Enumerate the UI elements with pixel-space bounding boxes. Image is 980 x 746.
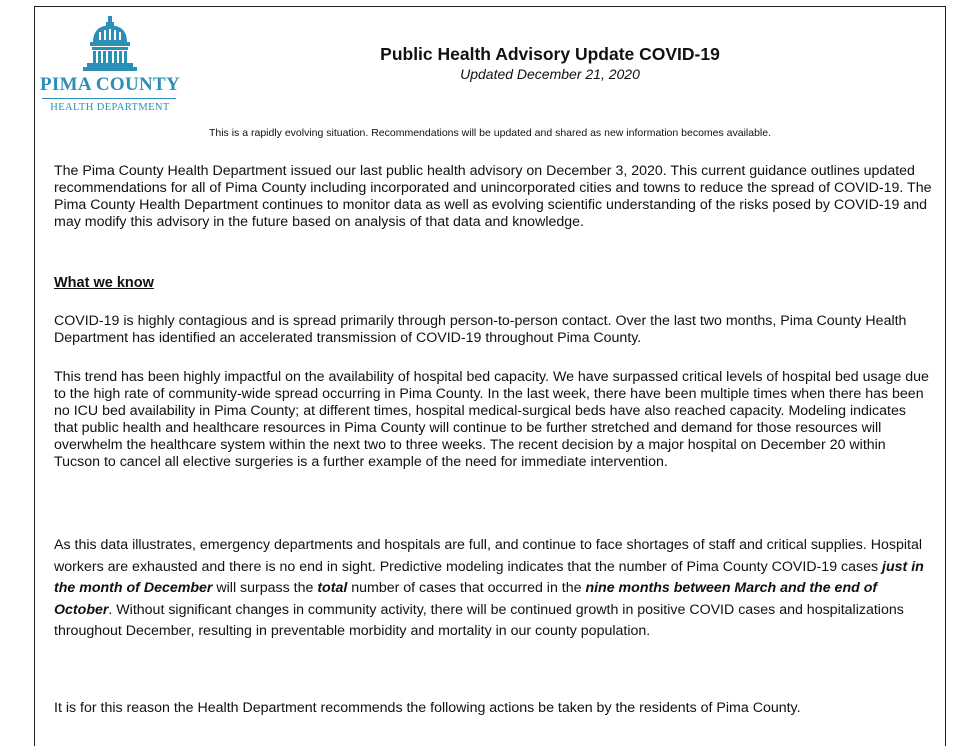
paragraph-predictive-modeling xyxy=(54,535,932,643)
logo-subtitle: HEALTH DEPARTMENT xyxy=(50,102,170,113)
intro-paragraph: The Pima County Health Department issued our last public health advisory on December 3, 2020. This current guidance outlines updated recommendations for all of Pima County including incorporated and unincorporated cities and towns to reduce the spread of COVID-19. The Pima County Health Department continues to monitor data as well as evolving scientific understanding of the risks posed by COVID-19 and may modify this advisory in the future based on analysis of that data and knowledge. xyxy=(54,163,932,230)
text-run: will surpass the xyxy=(212,580,318,596)
updated-date: Updated December 21, 2020 xyxy=(460,66,640,82)
logo-name: PIMA COUNTY xyxy=(40,74,180,95)
paragraph-transmission: COVID-19 is highly contagious and is spread primarily through person-to-person contact. Over the last two months, Pima County Health Department has identified an accelerated transmission of COVID-19 throughout Pima County. xyxy=(54,313,907,346)
paragraph-hospital-capacity: This trend has been highly impactful on the availability of hospital bed capacity. We have surpassed critical levels of hospital bed usage due to the high rate of community-wide spread occurring in Pima County. In the last week, there have been multiple times when there has been no ICU bed availability in Pima County; at different times, hospital medical-surgical beds have also reached capacity. Modeling indicates that public health and healthcare resources in Pima County will continue to be further stretched and demand for those resources will overwhelm the healthcare system within the next two to three weeks. The recent decision by a major hospital on December 20 within Tucson to cancel all elective surgeries is a further example of the need for immediate intervention. xyxy=(54,369,929,470)
text-run: As this data illustrates, emergency departments and hospitals are full, and continue to face shortages of staff and critical supplies. Hospital workers are exhausted and there is no end in sight. Predictive modeling indicates that the number of Pima County COVID-19 cases xyxy=(54,537,923,575)
paragraph-recommendation: It is for this reason the Health Department recommends the following actions be taken by the residents of Pima County. xyxy=(54,700,801,716)
pima-county-logo xyxy=(40,16,180,112)
text-run: number of cases that occurred in the xyxy=(347,580,586,596)
capitol-dome-icon xyxy=(79,16,141,72)
emphasis-december: just in the month of December xyxy=(54,558,924,596)
logo-divider xyxy=(42,98,176,99)
section-heading: What we know xyxy=(54,275,154,291)
emphasis-total: total xyxy=(317,580,348,596)
evolving-notice: This is a rapidly evolving situation. Recommendations will be updated and shared as new information becomes available. xyxy=(208,127,772,139)
text-run: . Without significant changes in community activity, there will be continued growth in positive COVID cases and hospitalizations throughout December, resulting in preventable morbidity and mortality in our county population. xyxy=(54,601,904,639)
emphasis-nine-months: nine months between March and the end of October xyxy=(54,580,878,618)
page-title: Public Health Advisory Update COVID-19 xyxy=(380,44,720,64)
